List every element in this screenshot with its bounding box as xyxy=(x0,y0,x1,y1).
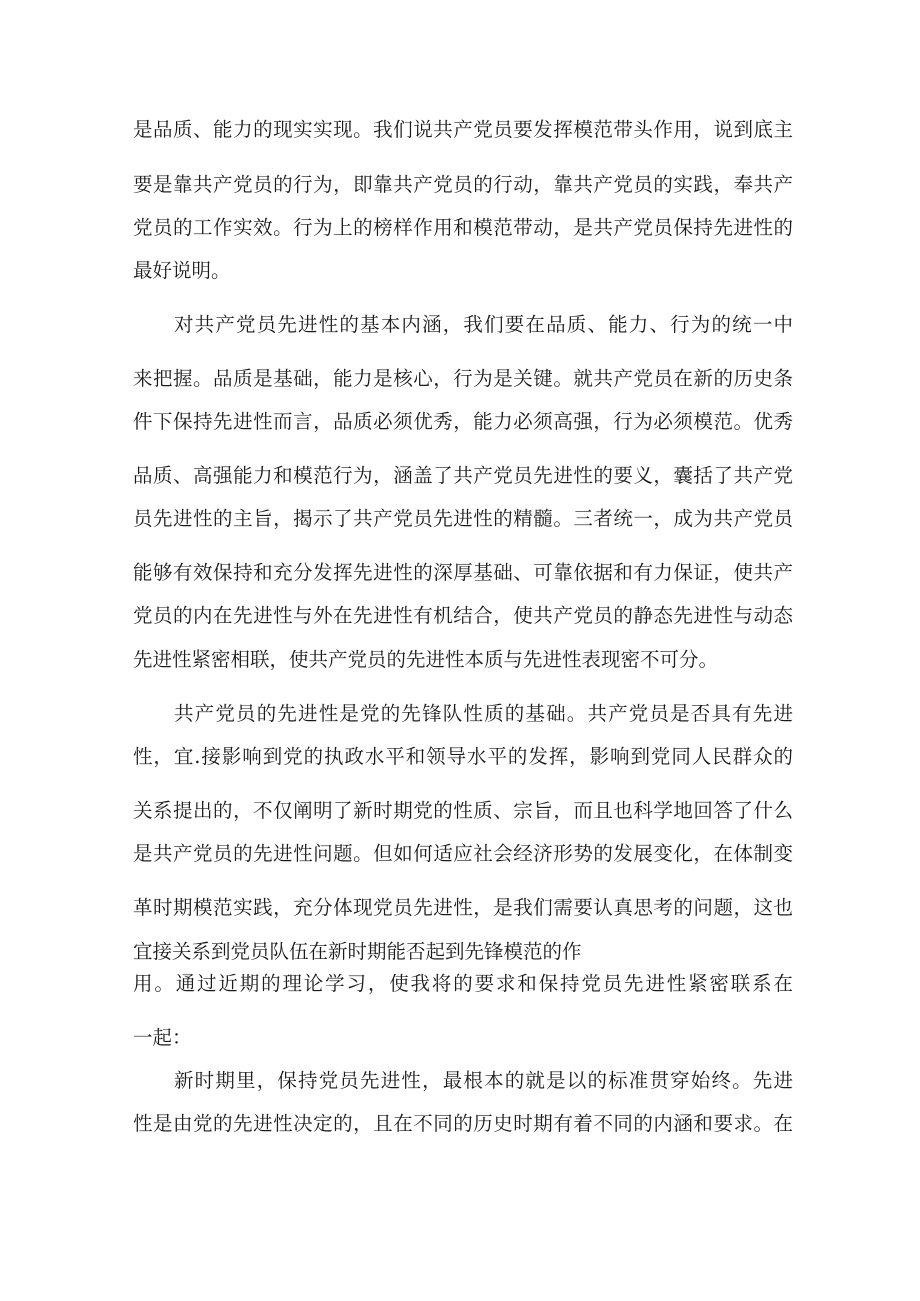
paragraph-1-line-1: 是品质、能力的现实实现。我们说共产党员要发挥模范带头作用，说到底主 xyxy=(133,118,793,141)
paragraph-2-line-2: 来把握。品质是基础，能力是核心，行为是关键。就共产党员在新的历史条 xyxy=(133,367,793,390)
paragraph-1-line-2: 要是靠共产党员的行为，即靠共产党员的行动，靠共产党员的实践，奉共产 xyxy=(133,173,793,196)
paragraph-2-line-7: 党员的内在先进性与外在先进性有机结合，使共产党员的静态先进性与动态 xyxy=(133,604,793,627)
paragraph-2-line-1: 对共产党员先进性的基本内涵，我们要在品质、能力、行为的统一中 xyxy=(174,313,793,336)
paragraph-3-line-6: 宜接关系到党员队伍在新时期能否起到先锋模范的作 xyxy=(133,940,582,963)
paragraph-1-line-4: 最好说明。 xyxy=(133,259,231,282)
paragraph-2-line-8: 先进性紧密相联，使共产党员的先进性本质与先进性表现密不可分。 xyxy=(133,648,719,671)
paragraph-2-line-5: 员先进性的主旨，揭示了共产党员先进性的精髓。三者统一，成为共产党员 xyxy=(133,507,793,530)
paragraph-4-line-1: 新时期里，保持党员先进性，最根本的就是以的标准贯穿始终。先进 xyxy=(174,1069,793,1092)
paragraph-3-line-8: 一起： xyxy=(133,1026,192,1049)
paragraph-2-line-3: 件下保持先进性而言，品质必须优秀，能力必须高强，行为必须模范。优秀 xyxy=(133,410,793,433)
paragraph-3-line-2: 性，宜.接影响到党的执政水平和领导水平的发挥，影响到党同人民群众的 xyxy=(133,745,793,768)
paragraph-3-line-7: 用。通过近期的理论学习，使我将的要求和保持党员先进性紧密联系在 xyxy=(133,972,793,995)
paragraph-4-line-2: 性是由党的先进性决定的，且在不同的历史时期有着不同的内涵和要求。在 xyxy=(133,1112,793,1135)
paragraph-3-line-3: 关系提出的，不仅阐明了新时期党的性质、宗旨，而且也科学地回答了什么 xyxy=(133,799,793,822)
paragraph-2-line-4: 品质、高强能力和模范行为，涵盖了共产党员先进性的要义，囊括了共产党 xyxy=(133,464,793,487)
paragraph-3-line-5: 革时期模范实践，充分体现党员先进性，是我们需要认真思考的问题，这也 xyxy=(133,896,793,919)
paragraph-3-line-4: 是共产党员的先进性问题。但如何适应社会经济形势的发展变化，在体制变 xyxy=(133,842,793,865)
paragraph-1-line-3: 党员的工作实效。行为上的榜样作用和模范带动，是共产党员保持先进性的 xyxy=(133,216,793,239)
paragraph-3-line-1: 共产党员的先进性是党的先锋队性质的基础。共产党员是否具有先进 xyxy=(174,702,793,725)
paragraph-2-line-6: 能够有效保持和充分发挥先进性的深厚基础、可靠依据和有力保证，使共产 xyxy=(133,561,793,584)
